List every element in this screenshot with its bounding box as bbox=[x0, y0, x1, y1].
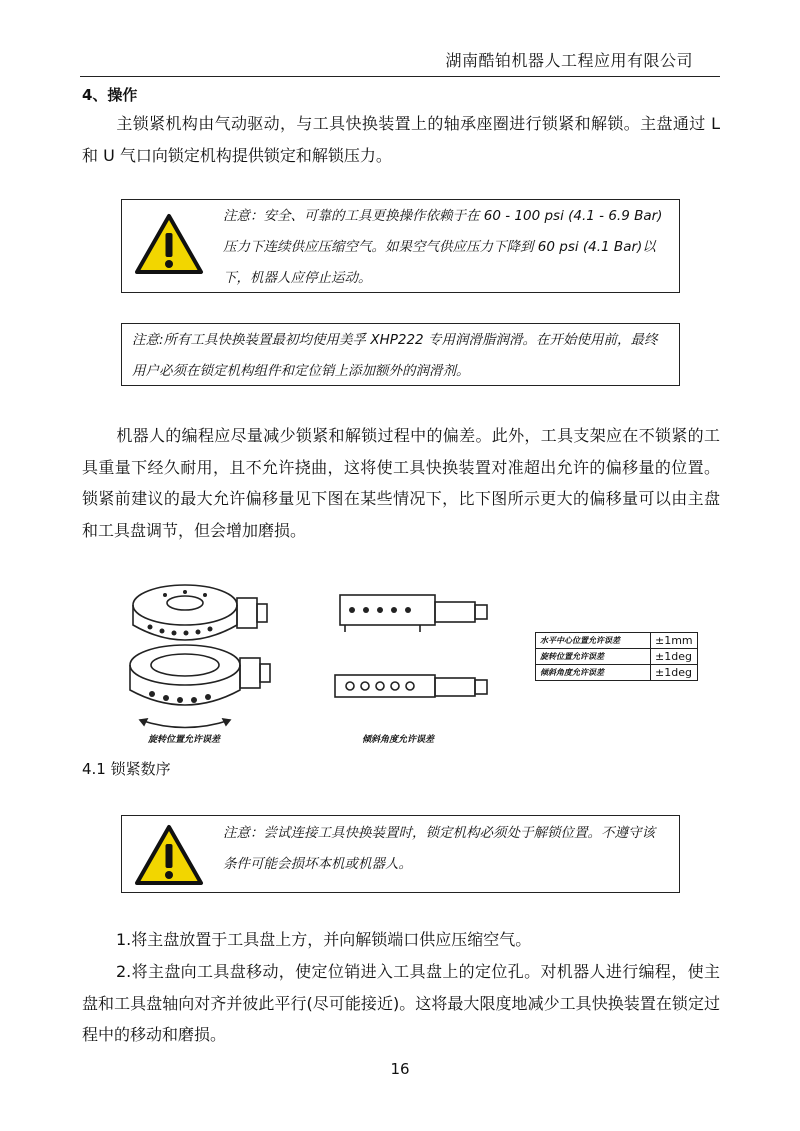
tolerance-label: 倾斜角度允许误差 bbox=[536, 665, 651, 681]
tolerance-label: 旋转位置允许误差 bbox=[536, 649, 651, 665]
paragraph-intro-text: 主锁紧机构由气动驱动，与工具快换装置上的轴承座圈进行锁紧和解锁。主盘通过 L 和 U 气口向锁定机构提供锁定和解锁压力。 bbox=[82, 114, 720, 165]
tolerance-value: ±1deg bbox=[651, 665, 698, 681]
tool-plate-drawing bbox=[130, 645, 270, 705]
tolerance-value: ±1mm bbox=[651, 633, 698, 649]
notice-air-pressure-text: 注意：安全、可靠的工具更换操作依赖于在 60 - 100 psi (4.1 - 6.9 Bar)压力下连续供应压缩空气。如果空气供应压力下降到 60 psi (4.1 Bar)以下，机器人应停止运动。 bbox=[223, 208, 663, 286]
warning-triangle-icon bbox=[134, 824, 204, 886]
figure-caption-tilt: 倾斜角度允许误差 bbox=[362, 735, 435, 745]
step-2-text: 2.将主盘向工具盘移动，使定位销进入工具盘上的定位孔。对机器人进行编程，使主盘和工具盘轴向对齐并彼此平行(尽可能接近)。这将最大限度地减少工具快换装置在锁定过程中的移动和磨损。 bbox=[82, 962, 720, 1044]
tolerance-table bbox=[535, 632, 698, 681]
step-1 bbox=[82, 924, 720, 956]
notice-lubrication bbox=[121, 323, 680, 386]
side-view-top-drawing bbox=[340, 595, 487, 632]
page-number: 16 bbox=[390, 1060, 410, 1078]
notice-air-pressure bbox=[121, 199, 680, 293]
paragraph-intro bbox=[82, 108, 720, 171]
tolerance-value: ±1deg bbox=[651, 649, 698, 665]
tolerance-label: 水平中心位置允许误差 bbox=[536, 633, 651, 649]
notice-lubrication-text: 注意:所有工具快换装置最初均使用美孚 XHP222 专用润滑脂润滑。在开始使用前，最终用户必须在锁定机构组件和定位销上添加额外的润滑剂。 bbox=[132, 332, 658, 379]
header-divider bbox=[80, 76, 720, 77]
figure-caption-rotation: 旋转位置允许误差 bbox=[148, 735, 221, 745]
company-name: 湖南酷铂机器人工程应用有限公司 bbox=[445, 51, 693, 70]
step-1-text: 1.将主盘放置于工具盘上方，并向解锁端口供应压缩空气。 bbox=[116, 930, 532, 949]
table-row bbox=[536, 665, 698, 681]
notice-unlock-position bbox=[121, 815, 680, 893]
section-title: 4、操作 bbox=[82, 86, 138, 104]
step-2 bbox=[82, 956, 720, 1051]
master-plate-drawing bbox=[133, 585, 267, 640]
warning-triangle-icon bbox=[134, 213, 204, 275]
side-view-bottom-drawing bbox=[335, 675, 487, 697]
table-row bbox=[536, 649, 698, 665]
paragraph-programming-text: 机器人的编程应尽量减少锁紧和解锁过程中的偏差。此外，工具支架应在不锁紧的工具重量下经久耐用，且不允许挠曲，这将使工具快换装置对准超出允许的偏移量的位置。锁紧前建议的最大允许偏移量见下图在某些情况下，比下图所示更大的偏移量可以由主盘和工具盘调节，但会增加磨损。 bbox=[82, 426, 720, 540]
table-row bbox=[536, 633, 698, 649]
paragraph-programming bbox=[82, 420, 720, 546]
notice-unlock-position-text: 注意：尝试连接工具快换装置时，锁定机构必须处于解锁位置。不遵守该条件可能会损坏本机或机器人。 bbox=[223, 825, 655, 872]
subsection-title: 4.1 锁紧数序 bbox=[82, 760, 171, 778]
